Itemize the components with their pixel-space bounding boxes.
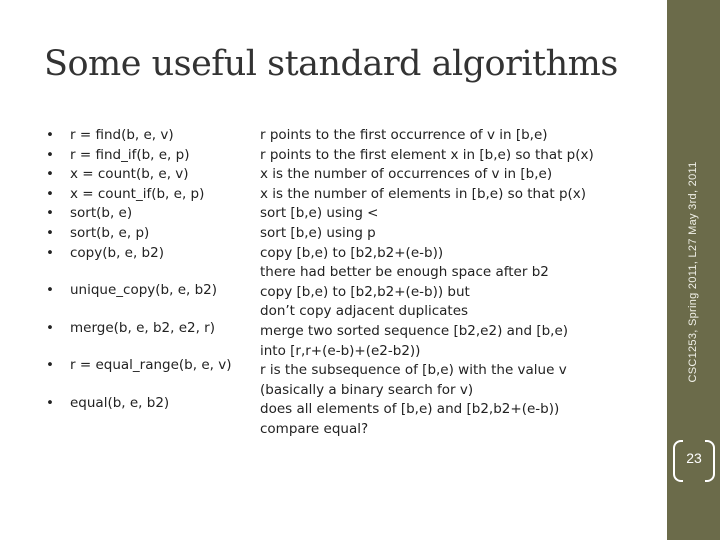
list-item-text: merge(b, e, b2, e2, r) (70, 319, 215, 336)
bullet-icon: • (46, 319, 54, 336)
slide-title: Some useful standard algorithms (44, 44, 618, 84)
description-line: copy [b,e) to [b2,b2+(e-b)) (260, 244, 444, 261)
description-line: compare equal? (260, 420, 369, 437)
list-item-text: x = count(b, e, v) (70, 166, 189, 183)
list-item-text: sort(b, e, p) (70, 224, 150, 241)
description-line: r points to the first element x in [b,e) so that p(x) (260, 146, 594, 163)
bullet-icon: • (46, 127, 54, 143)
list-item-text: equal(b, e, b2) (70, 394, 170, 411)
description-line: there had better be enough space after b2 (260, 264, 549, 281)
description-line: r is the subsequence of [b,e) with the value v (260, 362, 567, 379)
description-line: x is the number of occurrences of v in [b,e) (260, 166, 553, 183)
list-item (46, 146, 231, 166)
list-item (46, 165, 231, 185)
description-line: r points to the first occurrence of v in [b,e) (260, 127, 548, 143)
list-item (46, 319, 231, 339)
list-item-text: sort(b, e) (70, 205, 133, 222)
list-item-text: r = find(b, e, v) (70, 127, 174, 143)
list-item (46, 204, 231, 224)
list-item-text: unique_copy(b, e, b2) (70, 282, 218, 299)
bullet-icon: • (46, 166, 54, 183)
bullet-icon: • (46, 244, 54, 261)
description-line: don’t copy adjacent duplicates (260, 303, 469, 320)
description-line: (basically a binary search for v) (260, 381, 474, 398)
bullet-icon: • (46, 205, 54, 222)
slide-number: 23 (686, 450, 702, 466)
description-line: copy [b,e) to [b2,b2+(e-b)) but (260, 283, 470, 300)
list-item (46, 244, 231, 264)
algorithm-list (46, 126, 231, 414)
list-item (46, 126, 231, 146)
bullet-icon: • (46, 282, 54, 299)
list-item-text: copy(b, e, b2) (70, 244, 164, 261)
bullet-icon: • (46, 146, 54, 163)
description-line: does all elements of [b,e) and [b2,b2+(e-b)) (260, 401, 560, 418)
description-line: merge two sorted sequence [b2,e2) and [b,e) (260, 322, 569, 339)
list-item (46, 224, 231, 244)
description-line: sort [b,e) using < (260, 205, 379, 222)
bullet-icon: • (46, 224, 54, 241)
list-item (46, 356, 231, 376)
description-line: into [r,r+(e-b)+(e2-b2)) (260, 342, 421, 359)
list-item (46, 185, 231, 205)
description-column (260, 126, 655, 440)
description-line: sort [b,e) using p (260, 224, 376, 241)
list-item-text: r = equal_range(b, e, v) (70, 357, 232, 374)
bullet-icon: • (46, 185, 54, 202)
list-item-text: r = find_if(b, e, p) (70, 146, 190, 163)
description-line: x is the number of elements in [b,e) so that p(x) (260, 185, 587, 202)
course-footer: CSC1253, Spring 2011, L27 May 3rd, 2011 (687, 161, 699, 383)
list-item (46, 394, 231, 414)
list-item (46, 281, 231, 301)
bullet-icon: • (46, 357, 54, 374)
bullet-icon: • (46, 394, 54, 411)
list-item-text: x = count_if(b, e, p) (70, 185, 205, 202)
